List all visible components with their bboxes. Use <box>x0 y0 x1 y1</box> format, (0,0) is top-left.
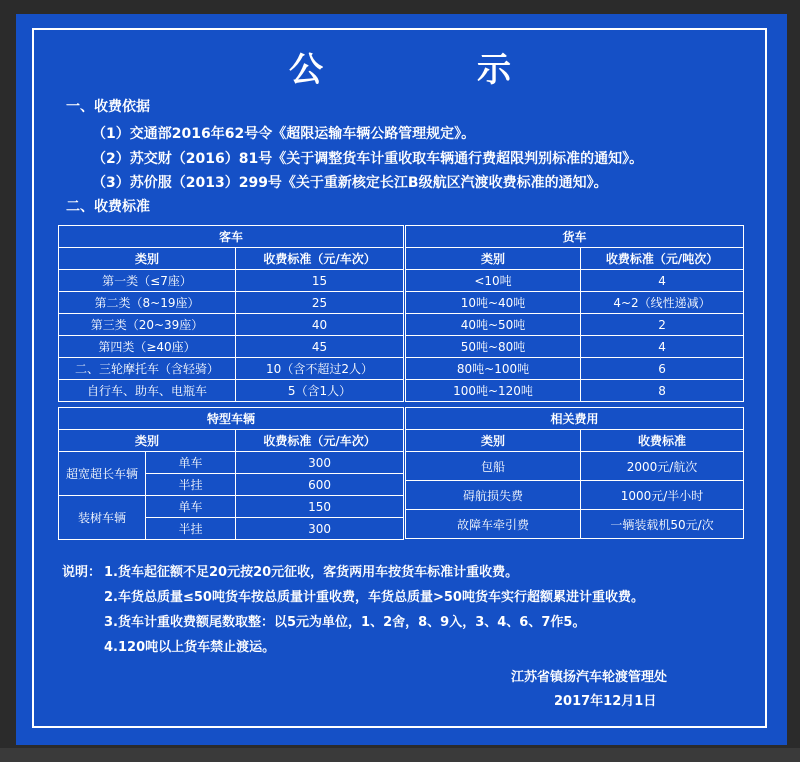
row-type: 第二类（8~19座） <box>59 292 236 314</box>
row-fee: 15 <box>236 270 404 292</box>
row-sub: 半挂 <box>146 474 236 496</box>
row-fee: 5（含1人） <box>236 380 404 402</box>
group-name: 装树车辆 <box>59 496 146 540</box>
row-sub: 单车 <box>146 496 236 518</box>
table-row <box>406 510 744 539</box>
row-type: 100吨~120吨 <box>406 380 581 402</box>
bottom-strip <box>0 748 800 762</box>
table-row <box>59 336 404 358</box>
special-vehicle-table <box>58 407 404 540</box>
basis-item-1: （1）交通部2016年62号令《超限运输车辆公路管理规定》。 <box>92 126 476 142</box>
row-type: 40吨~50吨 <box>406 314 581 336</box>
row-type: 第三类（20~39座） <box>59 314 236 336</box>
basis-item-3: （3）苏价服（2013）299号《关于重新核定长江B级航区汽渡收费标准的通知》。 <box>92 175 608 191</box>
row-type: 第一类（≤7座） <box>59 270 236 292</box>
note-item-3: 3.货车计重收费额尾数取整：以5元为单位，1、2舍，8、9入，3、4、6、7作5。 <box>104 615 586 630</box>
issue-date: 2017年12月1日 <box>554 694 657 709</box>
row-fee: 10（含不超过2人） <box>236 358 404 380</box>
table-row <box>406 314 744 336</box>
table-row <box>59 496 404 518</box>
special-col-fee: 收费标准（元/车次） <box>236 430 404 452</box>
table-row <box>59 270 404 292</box>
table-row <box>406 336 744 358</box>
row-fee: 4 <box>581 270 744 292</box>
passenger-col-type: 类别 <box>59 248 236 270</box>
table-row <box>406 452 744 481</box>
row-type: 第四类（≥40座） <box>59 336 236 358</box>
passenger-title: 客车 <box>59 226 404 248</box>
row-fee: 6 <box>581 358 744 380</box>
passenger-table <box>58 225 404 402</box>
row-fee: 40 <box>236 314 404 336</box>
truck-title: 货车 <box>406 226 744 248</box>
related-col-type: 类别 <box>406 430 581 452</box>
note-item-1: 1.货车起征额不足20元按20元征收，客货两用车按货车标准计重收费。 <box>104 565 519 580</box>
row-sub: 单车 <box>146 452 236 474</box>
table-row <box>59 358 404 380</box>
table-row <box>59 314 404 336</box>
row-fee: 1000元/半小时 <box>581 481 744 510</box>
related-fees-table <box>405 407 744 539</box>
row-fee: 45 <box>236 336 404 358</box>
notes-label: 说明： <box>62 565 102 580</box>
row-sub: 半挂 <box>146 518 236 540</box>
group-name: 超宽超长车辆 <box>59 452 146 496</box>
table-row <box>59 380 404 402</box>
row-fee: 4 <box>581 336 744 358</box>
section2-heading: 二、收费标准 <box>66 199 150 215</box>
row-fee: 8 <box>581 380 744 402</box>
row-fee: 2 <box>581 314 744 336</box>
notice-title: 公 示 <box>289 50 571 90</box>
row-fee: 25 <box>236 292 404 314</box>
row-fee: 600 <box>236 474 404 496</box>
issuing-org: 江苏省镇扬汽车轮渡管理处 <box>511 670 668 685</box>
row-type: 80吨~100吨 <box>406 358 581 380</box>
table-row <box>406 481 744 510</box>
row-type: 故障车牵引费 <box>406 510 581 539</box>
special-col-type: 类别 <box>59 430 236 452</box>
passenger-col-fee: 收费标准（元/车次） <box>236 248 404 270</box>
table-row <box>406 358 744 380</box>
table-row <box>406 270 744 292</box>
row-fee: 2000元/航次 <box>581 452 744 481</box>
note-item-2: 2.车货总质量≤50吨货车按总质量计重收费，车货总质量>50吨货车实行超额累进计重收费。 <box>104 590 644 605</box>
row-type: 包船 <box>406 452 581 481</box>
row-fee: 4~2（线性递减） <box>581 292 744 314</box>
row-type: 二、三轮摩托车（含轻骑） <box>59 358 236 380</box>
table-row <box>406 292 744 314</box>
table-row <box>59 292 404 314</box>
row-fee: 300 <box>236 452 404 474</box>
section1-heading: 一、收费依据 <box>66 99 150 115</box>
row-type: 自行车、助车、电瓶车 <box>59 380 236 402</box>
truck-table <box>405 225 744 402</box>
row-type: 50吨~80吨 <box>406 336 581 358</box>
row-type: 碍航损失费 <box>406 481 581 510</box>
related-col-fee: 收费标准 <box>581 430 744 452</box>
row-type: <10吨 <box>406 270 581 292</box>
basis-item-2: （2）苏交财（2016）81号《关于调整货车计重收取车辆通行费超限判别标准的通知》。 <box>92 151 644 167</box>
row-fee: 300 <box>236 518 404 540</box>
truck-col-type: 类别 <box>406 248 581 270</box>
related-title: 相关费用 <box>406 408 744 430</box>
table-row <box>59 452 404 474</box>
row-type: 10吨~40吨 <box>406 292 581 314</box>
truck-col-fee: 收费标准（元/吨次） <box>581 248 744 270</box>
note-item-4: 4.120吨以上货车禁止渡运。 <box>104 640 276 655</box>
row-fee: 一辆装载机50元/次 <box>581 510 744 539</box>
special-title: 特型车辆 <box>59 408 404 430</box>
table-row <box>406 380 744 402</box>
row-fee: 150 <box>236 496 404 518</box>
